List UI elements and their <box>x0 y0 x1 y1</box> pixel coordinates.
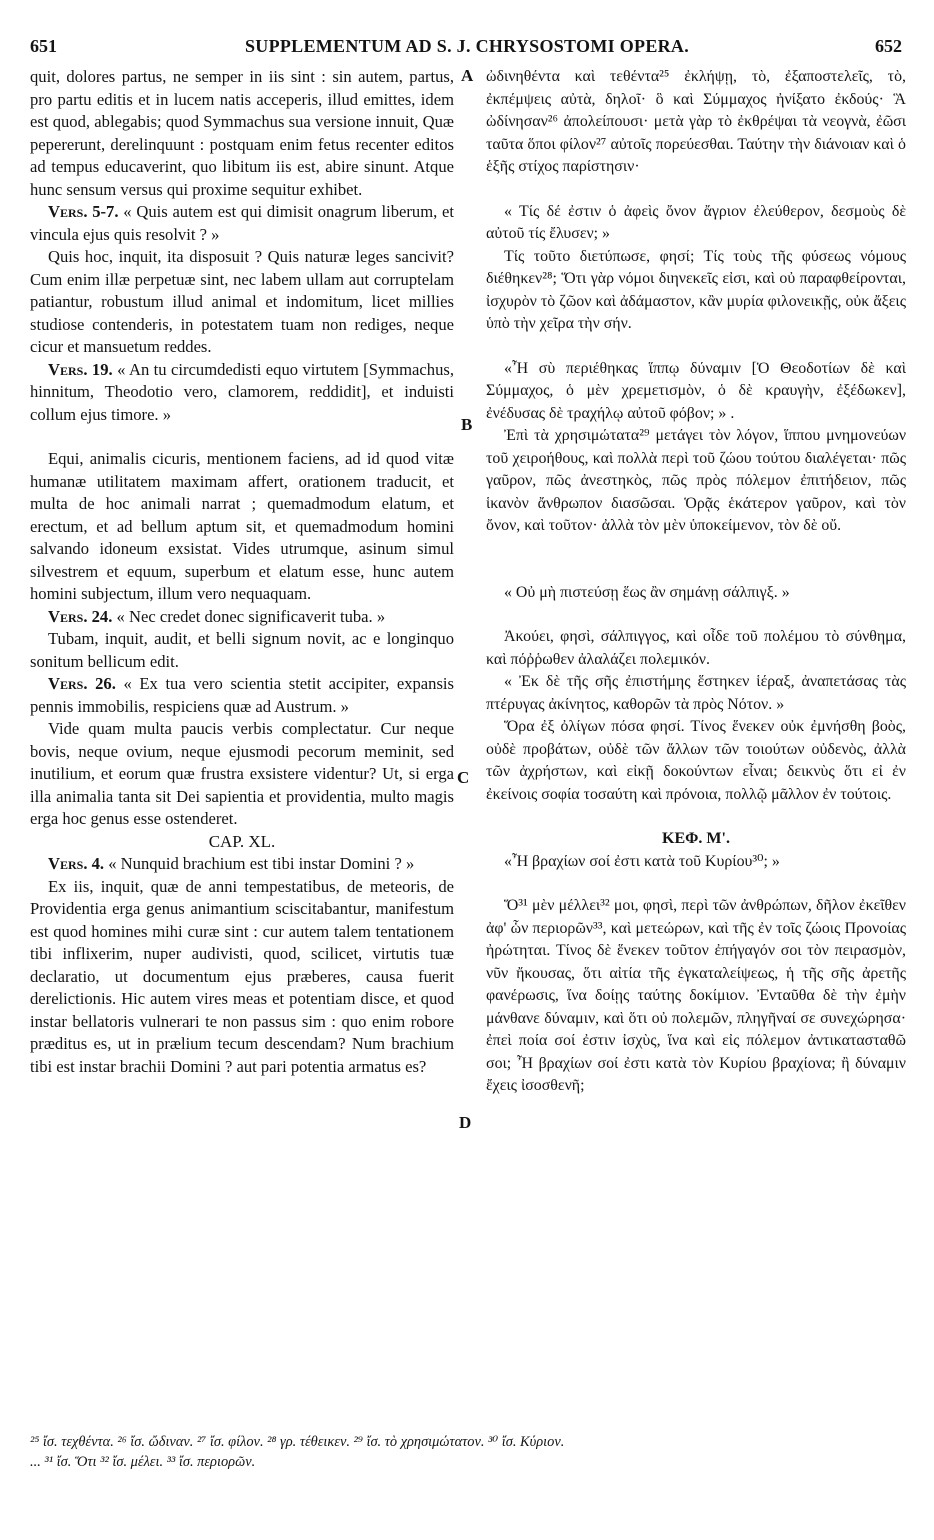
page-number-left: 651 <box>30 36 57 56</box>
verse-label: Vers. 19. <box>48 359 113 379</box>
verse-label: Vers. 4. <box>48 854 105 873</box>
latin-paragraph: Ex iis, inquit, quæ de anni tempestatibus, de meteoris, de Providentia erga genus animantium sciscitabantur, manifestum est quod homines mihi curæ sint : cur autem talem tentationem tibi inflixerim, nuper audivisti, quod, scilicet, virtutis tuæ declaratio, ut documentum ejus præberes, causa fuerit derelictionis. Hic autem vires meas et potentiam disce, et quod instar bellatoris vulnerari te non passus sim : quo enim robore præditus es, ut in prælium tecum descendam? Num brachium tibi est instar brachii Domini ? aut pari potentia armatus es? <box>30 876 454 1076</box>
greek-verse-quote: «Ἦ σὺ περιέθηκας ἵππῳ δύναμιν [Ὁ Θεοδοτίων δὲ καὶ Σύμμαχος, ὁ μὲν χρεμετισμὸν, ὁ δὲ κραυγὴν, ἐξέδωκεν], ἐνέδυσας δὲ τραχήλῳ αὐτοῦ φόβον; » . <box>486 359 906 422</box>
margin-letter-b: B <box>461 415 473 434</box>
latin-paragraph: quit, dolores partus, ne semper in iis sint : sin autem, partus, pro partu editis et in lucem natis acceperis, illud emittes, idem est quod, ablegabis; quod Symmachus sua versione innuit, Quæ pepererunt, derelinquunt : postquam enim fetus recenter editos ad tempus educaverint, quo libitum iis est, abire sinunt. Atque hunc sensum versus qui proxime sequitur exhibet. <box>30 67 454 199</box>
chapter-heading-greek: ΚΕΦ. Μ'. <box>662 830 730 847</box>
footnote-line: ... ³¹ ἴσ. Ὅτι ³² ἴσ. μέλει. ³³ ἴσ. περιορῶν. <box>30 1454 256 1470</box>
verse-text: « Nec credet donec significaverit tuba. » <box>116 606 386 626</box>
latin-column <box>30 66 454 1078</box>
greek-verse-quote: « Ἐκ δὲ τῆς σῆς ἐπιστήμης ἕστηκεν ἱέραξ, ἀναπετάσας τὰς πτέρυγας ἀκίνητος, καθορῶν τὰ πρὸς Νότον. » <box>486 673 906 713</box>
verse-text: « Quis autem est qui dimisit onagrum liberum, et vincula ejus quis resolvit ? » <box>30 202 454 244</box>
greek-paragraph: Ἐπὶ τὰ χρησιμώτατα²⁹ μετάγει τὸν λόγον, ἵππου μνημονεύων τοῦ χειροήθους, καὶ πολλὰ περὶ τοῦ ζώου τούτου διαλέγεται· πῶς γαῦρον, πῶς ἀνεστηκὸς, πῶς πρὸς πόλεμον ἐπιτήδειον, πῶς ἱκανὸν ἄνθρωπον διασῶσαι. Ὁρᾷς ἑκάτερον γαῦρον, καὶ τὸν ὄνον, καὶ τοῦτον· ἀλλὰ τὸν μὲν ὑποκείμενον, τὸν δὲ οὔ. <box>486 427 906 534</box>
verse-text: « Ex tua vero scientia stetit accipiter, expansis pennis immobilis, respiciens quæ ad Austrum. » <box>30 674 454 716</box>
verse-label: Vers. 5-7. <box>48 202 119 221</box>
page-number-right: 652 <box>875 36 902 56</box>
verse-text: « An tu circumdedisti equo virtutem [Symmachus, hinnitum, Theodotio vero, clamorem, reddidit], et induisti collum ejus timore. » <box>30 359 454 424</box>
greek-paragraph: ὠδινηθέντα καὶ τεθέντα²⁵ ἐκλήψῃ, τὸ, ἐξαποστελεῖς, τὸ, ἐκπέμψεις αὐτὰ, δηλοῖ· ὃ καὶ Σύμμαχος ἠνίξατο ἐκδούς· Ἃ ὠδίνησαν²⁶ ἀπολείπουσι· μετὰ γὰρ τὸ ἐκθρέψαι τὰ νεογνὰ, ἐῶσι ταῦτα ὅποι φίλον²⁷ αὐτοῖς πορεύεσθαι. Ταύτην τὴν διάνοιαν καὶ ὁ ἑξῆς στίχος παρίστησιν· <box>486 68 906 175</box>
greek-paragraph: Τίς τοῦτο διετύπωσε, φησί; Τίς τοὺς τῆς φύσεως νόμους διέθηκεν²⁸; Ὅτι γὰρ νόμοι διηνεκεῖς εἰσι, καὶ οὐ παραφθείρονται, ἰσχυρὸν τὸ ζῶον καὶ ἀδάμαστον, κἂν μυρία φιλονεικῇς, οὐκ ἄξεις ὑπὸ τὴν χεῖρα τὴν σήν. <box>486 247 906 332</box>
latin-paragraph: Quis hoc, inquit, ita disposuit ? Quis naturæ leges sancivit? Cum enim illæ perpetuæ sint, nec labem ullam aut corruptelam patiantur, robustum illud animal et indomitum, licet millies studiose contenderis, in potestatem tuam non rediges, neque cicur et mansuetum reddes. <box>30 247 454 356</box>
running-title: SUPPLEMENTUM AD S. J. CHRYSOSTOMI OPERA. <box>244 36 690 56</box>
greek-column <box>486 66 906 1098</box>
verse-label: Vers. 24. <box>48 606 113 626</box>
verse-citation <box>30 673 454 718</box>
margin-letter-a: A <box>461 66 474 85</box>
verse-citation <box>30 606 454 629</box>
greek-verse-quote: « Τίς δέ ἐστιν ὁ ἀφεὶς ὄνον ἄγριον ἐλεύθερον, δεσμοὺς δὲ αὐτοῦ τίς ἔλυσεν; » <box>486 202 906 242</box>
greek-paragraph: Ὅ³¹ μὲν μέλλει³² μοι, φησὶ, περὶ τῶν ἀνθρώπων, δῆλον ἐκεῖθεν ἀφ' ὧν περιορῶν³³, καὶ μετεώρων, καὶ τῆς ἐν τοῖς ζώοις Προνοίας ἠρώτηται. Τίνος δὲ ἕνεκεν τοῦτον ἐπήγαγόν σοι τὸν πειρασμὸν, νῦν ἤκουσας, ὅτι αἰτία τῆς ἐγκαταλείψεως, ἡ τῆς σῆς ἀρετῆς φανέρωσις, ἵνα δοίῃς ταύτης δοκίμιον. Ἐνταῦθα δὲ τὴν ἐμὴν μάνθανε δύναμιν, καὶ ὅτι οὐ πολεμῶν, πληγῆναί σε συνεχώρησα· ἐπεὶ ποία σοί ἐστιν ἰσχὺς, ἵνα καὶ εἰς πόλεμον ἀντικατασταθῶ σοι; Ἦ βραχίων σοί ἐστι κατὰ τὸν Κυρίου βραχίονα; ἢ δύναμιν ἔχεις ἰσοσθενῆ; <box>486 897 906 1094</box>
verse-citation <box>30 359 454 427</box>
verse-citation <box>30 201 454 246</box>
greek-verse-quote: «Ἦ βραχίων σοί ἐστι κατὰ τοῦ Κυρίου³⁰; » <box>504 852 780 870</box>
footnote-line: ²⁵ ἴσ. τεχθέντα. ²⁶ ἴσ. ὤδιναν. ²⁷ ἴσ. φίλον. ²⁸ γρ. τέθεικεν. ²⁹ ἴσ. τὸ χρησιμώτατον. ³⁰ ἴσ. Κύριον. <box>30 1434 565 1450</box>
latin-paragraph: Tubam, inquit, audit, et belli signum novit, ac e longinquo sonitum bellicum edit. <box>30 629 454 671</box>
greek-paragraph: Ὅρα ἐξ ὀλίγων πόσα φησί. Τίνος ἕνεκεν οὐκ ἐμνήσθη βοὸς, οὐδὲ προβάτων, οὐδὲ τῶν ἄλλων τῶν τοιούτων οὐδενὸς, ἀλλὰ τῶν ἀχρήστων, καὶ εἰκῇ δοκούντων εἶναι; δεικνὺς ὅτι εἰ ἐν ἐκείνοις σοφία τοσαύτη καὶ πρόνοια, πολλῷ μᾶλλον ἐν τούτοις. <box>486 718 906 803</box>
footnotes <box>30 1432 910 1472</box>
greek-verse-quote: « Οὐ μὴ πιστεύσῃ ἕως ἂν σημάνῃ σάλπιγξ. » <box>504 583 790 601</box>
latin-paragraph: Vide quam multa paucis verbis complectatur. Cur neque bovis, neque ovium, neque ejusmodi pecorum meminit, sed inutilium, et eorum quæ frustra exsistere videntur? Ut, si erga illa animalia tanta sit Dei sapientia et providentia, multo magis erga hoc genus esse ostenderet. <box>30 719 454 828</box>
latin-paragraph: Equi, animalis cicuris, mentionem faciens, ad id quod vitæ humanæ utilitatem maximam affert, orationem traducit, et multa de hoc animali narrat ; quemadmodum elatum, et erectum, et ad bellum aptum sit, et quemadmodum homini salvando idoneum exsistat. Vides utrumque, asinum simul silvestrem et equum, superbum et elatum esse, hunc autem homini subjectum, illum vero nequaquam. <box>30 449 454 603</box>
chapter-heading-latin: CAP. XL. <box>208 831 276 851</box>
verse-label: Vers. 26. <box>48 674 116 693</box>
greek-paragraph: Ἀκούει, φησὶ, σάλπιγγος, καὶ οἶδε τοῦ πολέμου τὸ σύνθημα, καὶ πόῤῥωθεν ἀλαλάζει πολεμικόν. <box>486 628 906 668</box>
margin-letter-d: D <box>459 1113 472 1132</box>
verse-text: « Nunquid brachium est tibi instar Domini ? » <box>108 854 415 873</box>
margin-letter-c: C <box>457 768 470 787</box>
verse-citation <box>30 853 454 876</box>
